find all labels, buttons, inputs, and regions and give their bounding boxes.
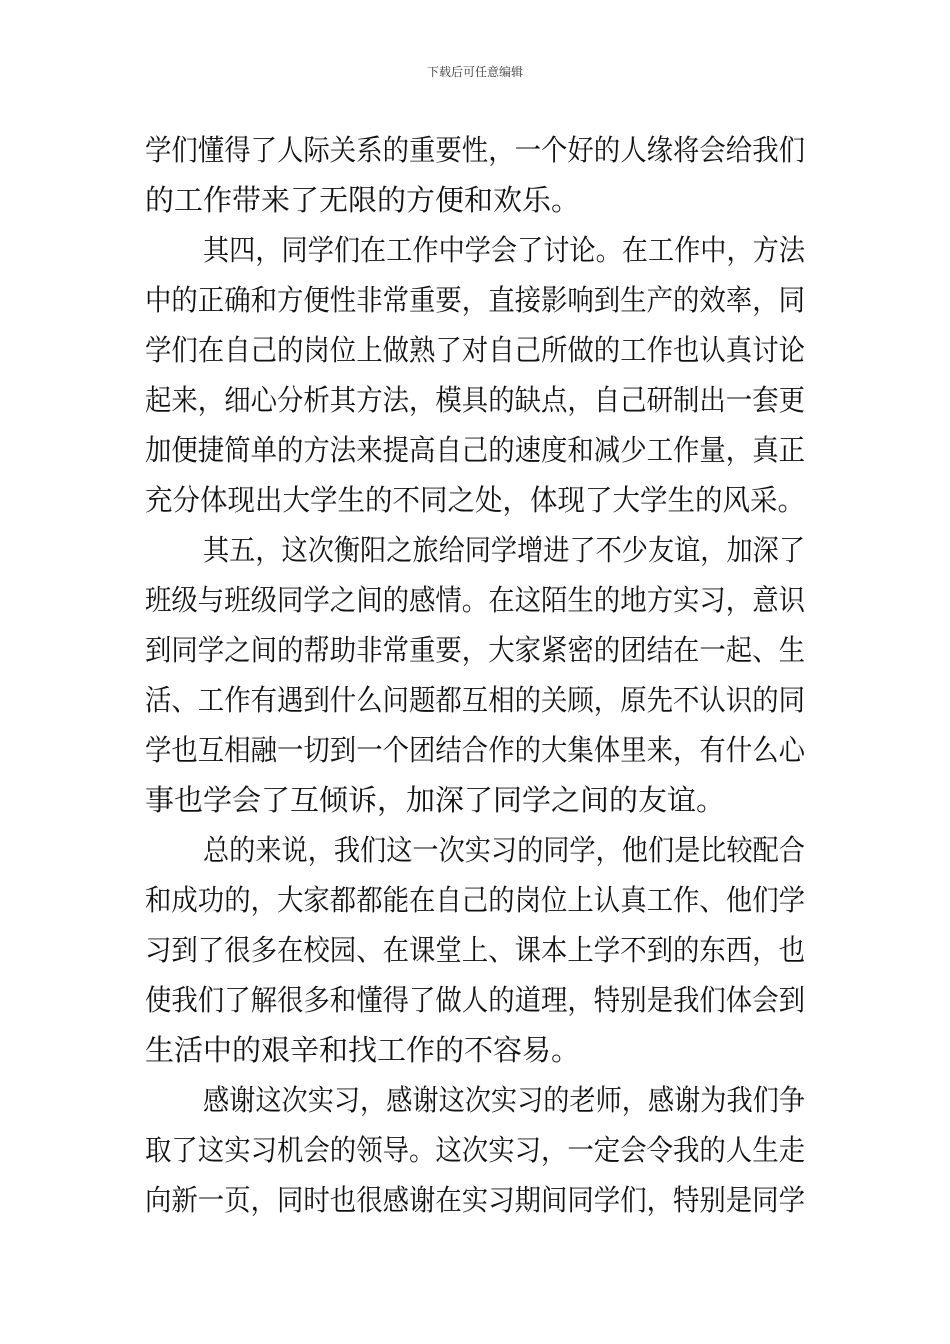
page-header: 下载后可任意编辑 <box>426 65 523 79</box>
text-line: 生活中的艰辛和找工作的不容易。 <box>145 1033 581 1067</box>
paragraph-start-line: 总的来说，我们这一次实习的同学，他们是比较配合 <box>203 833 806 867</box>
text-line: 学们懂得了人际关系的重要性，一个好的人缘将会给我们 <box>145 133 806 167</box>
text-line: 学也互相融一切到一个团结合作的大集体里来，有什么心 <box>145 733 806 767</box>
text-line: 到同学之间的帮助非常重要，大家紧密的团结在一起、生 <box>145 633 806 667</box>
text-line: 习到了很多在校园、在课堂上、课本上学不到的东西，也 <box>145 933 806 967</box>
text-line: 和成功的，大家都都能在自己的岗位上认真工作、他们学 <box>145 883 806 917</box>
text-line: 班级与班级同学之间的感情。在这陌生的地方实习，意识 <box>145 583 806 617</box>
text-line: 事也学会了互倾诉，加深了同学之间的友谊。 <box>145 783 726 817</box>
text-line: 的工作带来了无限的方便和欢乐。 <box>145 183 581 217</box>
text-line: 中的正确和方便性非常重要，直接影响到生产的效率，同 <box>145 283 806 317</box>
text-line: 加便捷简单的方法来提高自己的速度和减少工作量，真正 <box>145 433 806 467</box>
text-line: 活、工作有遇到什么问题都互相的关顾，原先不认识的同 <box>145 683 806 717</box>
text-line: 取了这实习机会的领导。这次实习，一定会令我的人生走 <box>145 1133 806 1167</box>
text-line: 学们在自己的岗位上做熟了对自己所做的工作也认真讨论 <box>145 333 806 367</box>
text-line: 使我们了解很多和懂得了做人的道理，特别是我们体会到 <box>145 983 806 1017</box>
paragraph-start-line: 其四，同学们在工作中学会了讨论。在工作中，方法 <box>203 233 806 267</box>
text-line: 起来，细心分析其方法，模具的缺点，自己研制出一套更 <box>145 383 806 417</box>
paragraph-start-line: 感谢这次实习，感谢这次实习的老师，感谢为我们争 <box>203 1083 806 1117</box>
paragraph-start-line: 其五，这次衡阳之旅给同学增进了不少友谊，加深了 <box>203 533 806 567</box>
text-line: 向新一页，同时也很感谢在实习期间同学们，特别是同学 <box>145 1183 806 1217</box>
text-line: 充分体现出大学生的不同之处，体现了大学生的风采。 <box>145 483 806 517</box>
